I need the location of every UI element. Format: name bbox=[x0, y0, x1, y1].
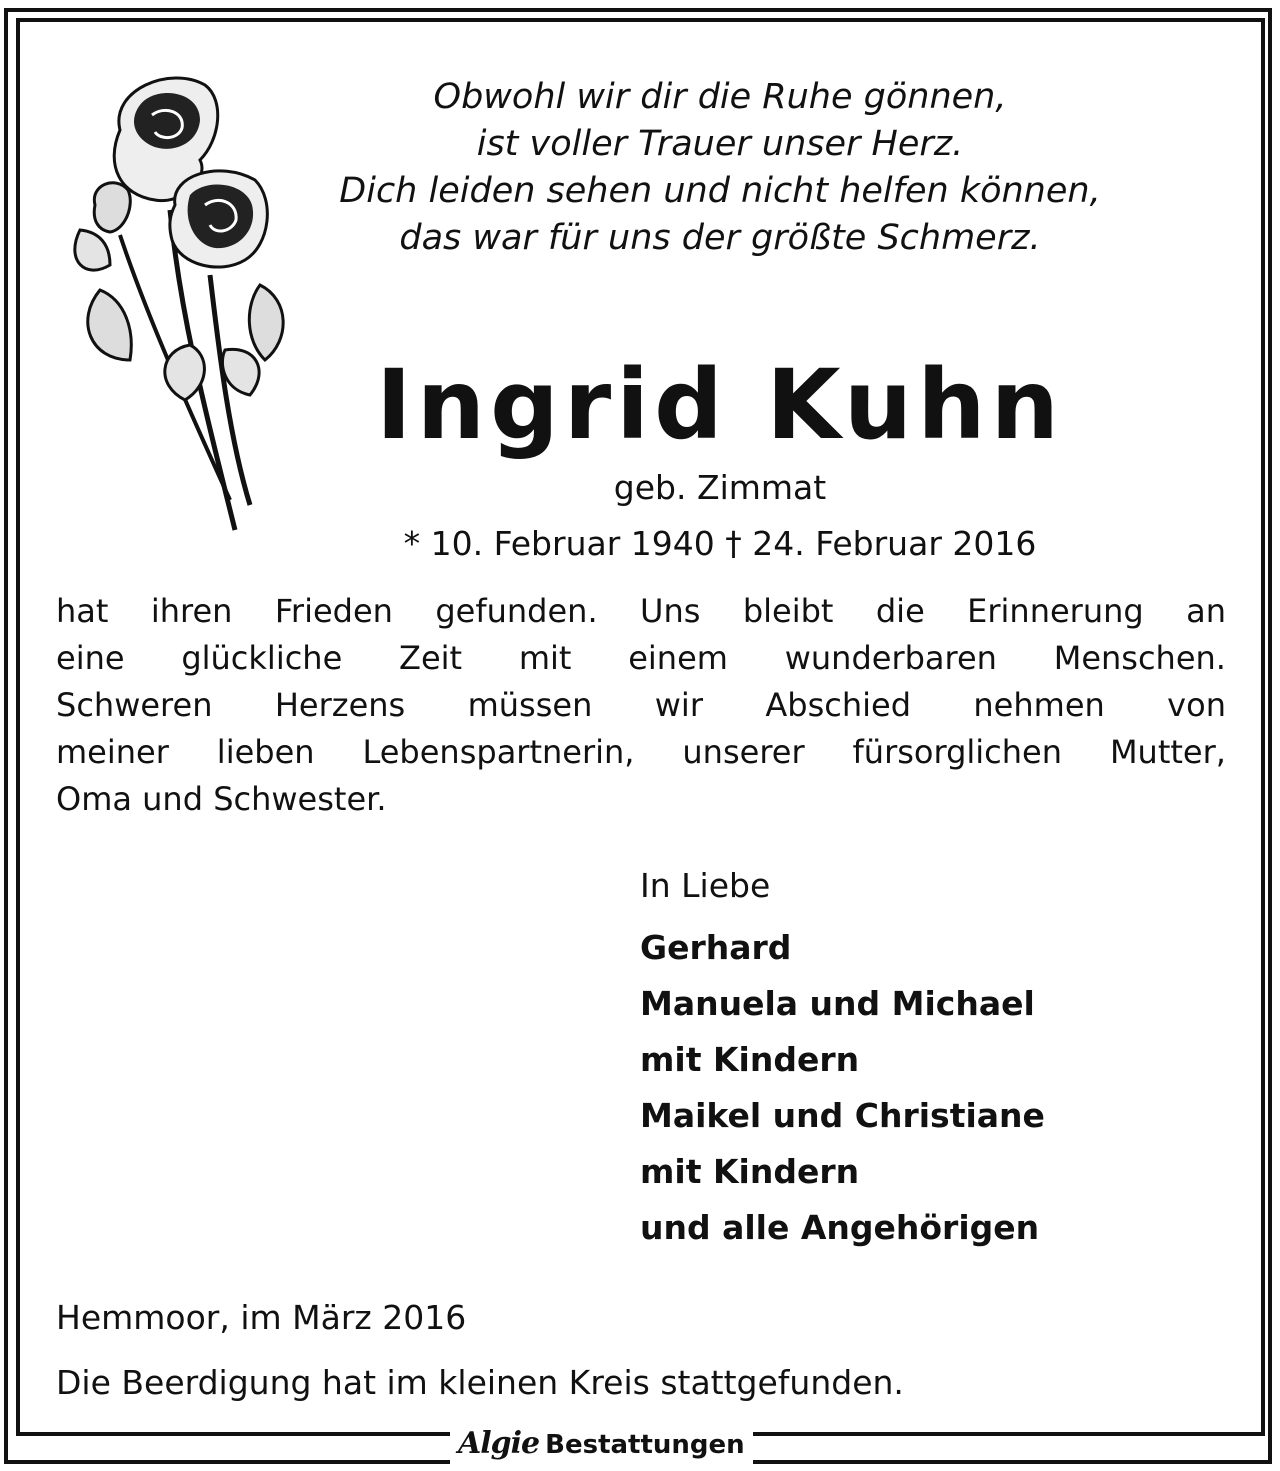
obituary-word: Abschied bbox=[765, 686, 911, 724]
obituary-word: lieben bbox=[216, 733, 315, 771]
obituary-word: Lebenspartnerin, bbox=[362, 733, 635, 771]
obituary-word: meiner bbox=[56, 733, 169, 771]
obituary-word: unserer bbox=[682, 733, 805, 771]
obituary-word: von bbox=[1167, 686, 1226, 724]
obituary-word: Frieden bbox=[274, 592, 393, 630]
obituary-line bbox=[56, 682, 1226, 729]
mourner-name: Gerhard bbox=[640, 928, 792, 967]
undertaker-logo: Algie bbox=[458, 1426, 540, 1461]
obituary-word: Mutter, bbox=[1109, 733, 1226, 771]
obituary-line bbox=[56, 635, 1226, 682]
mourner-name: Maikel und Christiane bbox=[640, 1096, 1045, 1135]
obituary-word: einem bbox=[628, 639, 728, 677]
obituary-word: Uns bbox=[640, 592, 701, 630]
obituary-word: Menschen. bbox=[1053, 639, 1226, 677]
funeral-note: Die Beerdigung hat im kleinen Kreis stattgefunden. bbox=[56, 1363, 904, 1402]
obituary-word: Schweren bbox=[56, 686, 213, 724]
obituary-word: müssen bbox=[467, 686, 593, 724]
obituary-word: an bbox=[1186, 592, 1226, 630]
obituary-word: die bbox=[875, 592, 925, 630]
undertaker-footer bbox=[450, 1426, 753, 1466]
mourner-names bbox=[640, 920, 1200, 1256]
obituary-line bbox=[56, 776, 1226, 823]
deceased-name: Ingrid Kuhn bbox=[376, 349, 1064, 461]
rose-illustration bbox=[60, 60, 300, 540]
undertaker-label: Bestattungen bbox=[545, 1430, 745, 1460]
obituary-word: Herzens bbox=[274, 686, 406, 724]
obituary-line bbox=[56, 588, 1226, 635]
obituary-word: hat bbox=[56, 592, 109, 630]
obituary-word: ihren bbox=[150, 592, 233, 630]
mourner-name: und alle Angehörigen bbox=[640, 1208, 1040, 1247]
life-dates: * 10. Februar 1940 † 24. Februar 2016 bbox=[403, 524, 1037, 563]
mourners-intro: In Liebe bbox=[640, 866, 771, 905]
poem-verse bbox=[290, 74, 1150, 262]
place-date: Hemmoor, im März 2016 bbox=[56, 1298, 467, 1337]
mourner-name: mit Kindern bbox=[640, 1040, 860, 1079]
mourners-block bbox=[640, 862, 1200, 1256]
obituary-word: Oma und Schwester. bbox=[56, 780, 387, 818]
mourner-name: mit Kindern bbox=[640, 1152, 860, 1191]
obituary-word: nehmen bbox=[973, 686, 1105, 724]
poem-line: Obwohl wir dir die Ruhe gönnen, bbox=[433, 77, 1007, 117]
obituary-text bbox=[56, 588, 1226, 823]
obituary-word: glückliche bbox=[181, 639, 343, 677]
obituary-word: bleibt bbox=[742, 592, 834, 630]
obituary-word: wir bbox=[654, 686, 703, 724]
obituary-word: mit bbox=[518, 639, 572, 677]
obituary-word: wunderbaren bbox=[784, 639, 997, 677]
poem-line: das war für uns der größte Schmerz. bbox=[399, 218, 1041, 258]
poem-line: ist voller Trauer unser Herz. bbox=[476, 124, 964, 164]
obituary-word: fürsorglichen bbox=[852, 733, 1063, 771]
obituary-line bbox=[56, 729, 1226, 776]
obituary-word: gefunden. bbox=[435, 592, 598, 630]
poem-line: Dich leiden sehen und nicht helfen können, bbox=[339, 171, 1101, 211]
obituary-word: eine bbox=[56, 639, 125, 677]
obituary-word: Zeit bbox=[399, 639, 463, 677]
obituary-word: Erinnerung bbox=[967, 592, 1144, 630]
maiden-name: geb. Zimmat bbox=[613, 468, 827, 507]
mourner-name: Manuela und Michael bbox=[640, 984, 1035, 1023]
